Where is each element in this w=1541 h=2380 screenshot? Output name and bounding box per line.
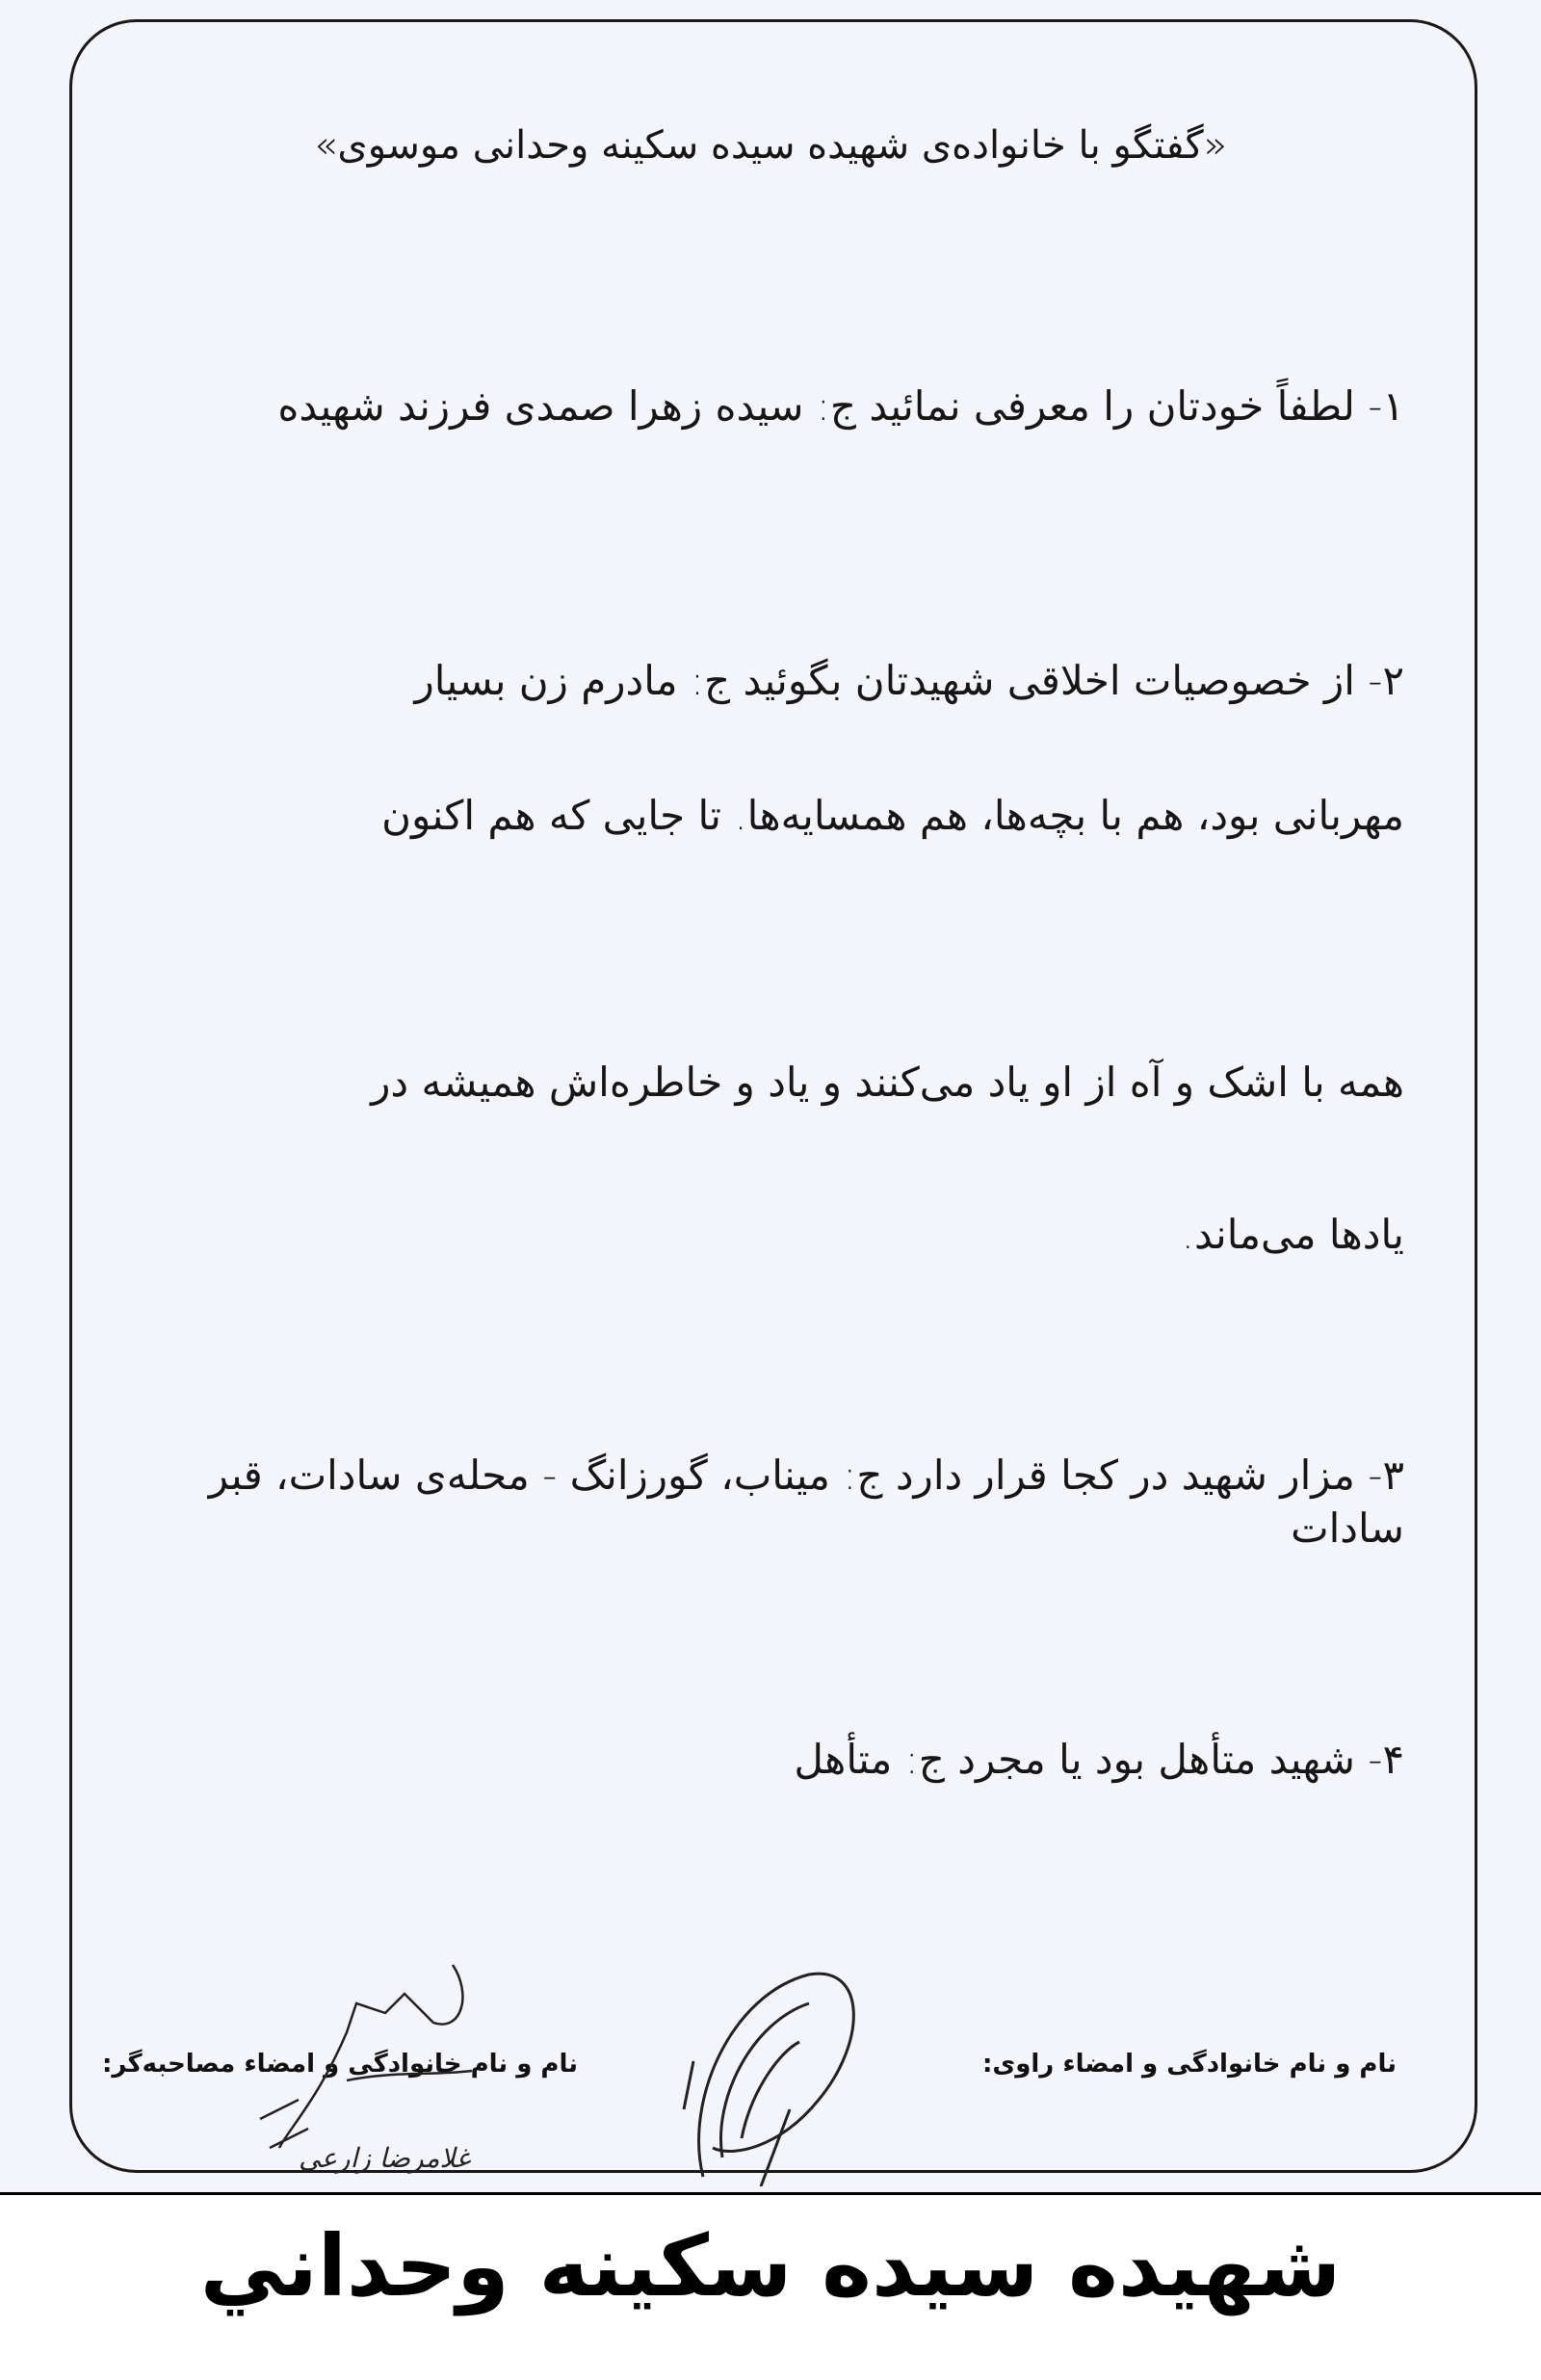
interviewer-signature-label: نام و نام خانوادگی و امضاء مصاحبه‌گر:: [101, 2050, 578, 2079]
interviewer-signature-text: غلامرضا زارعی: [299, 2142, 470, 2174]
question-1: ۱- لطفاً خودتان را معرفی نمائید ج: سیده زهرا صمدی فرزند شهیده: [277, 382, 1404, 430]
question-4: ۴- شهید متأهل بود یا مجرد ج: متأهل: [794, 1736, 1404, 1783]
question-2-line-1: ۲- از خصوصیات اخلاقی شهیدتان بگوئید ج: مادرم زن بسیار: [414, 657, 1404, 704]
question-2-line-2: مهربانی بود، هم با بچه‌ها، هم همسایه‌ها. تا جایی که هم اکنون: [381, 792, 1404, 839]
narrator-signature: [674, 1955, 886, 2186]
interviewer-signature: [241, 1955, 491, 2177]
caption-divider: [0, 2192, 1541, 2195]
question-3: ۳- مزار شهید در کجا قرار دارد ج: میناب، گورزانگ - محله‌ی سادات، قبر سادات: [208, 1452, 1404, 1552]
document-title: «گفتگو با خانواده‌ی شهیده سیده سکینه وحدانی موسوی»: [313, 123, 1228, 168]
question-2-line-4: یادها می‌ماند.: [1181, 1211, 1404, 1258]
narrator-signature-label: نام و نام خانوادگی و امضاء راوی:: [982, 2050, 1397, 2079]
caption-title: شهيده سيده سكينه وحداني: [199, 2216, 1342, 2315]
question-2-line-3: همه با اشک و آه از او یاد می‌کنند و یاد و خاطره‌اش همیشه در: [371, 1059, 1404, 1106]
